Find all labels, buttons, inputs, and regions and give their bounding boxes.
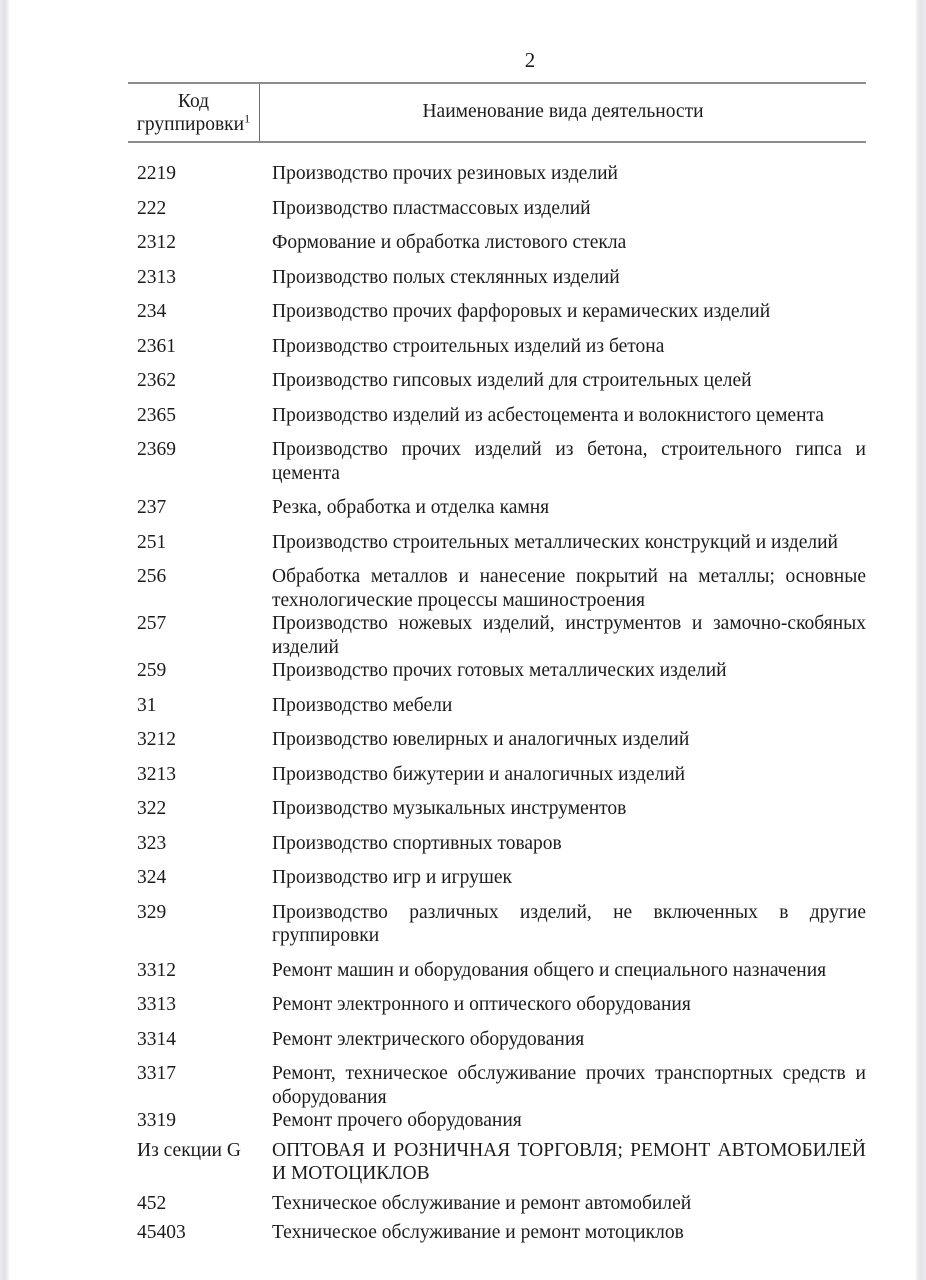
column-header-activity-name xyxy=(260,84,866,141)
code-cell: 2219 xyxy=(137,163,176,184)
table-row xyxy=(128,565,866,612)
table-row xyxy=(128,901,866,948)
activity-name-cell: Производство полых стеклянных изделий xyxy=(272,266,620,288)
table-row xyxy=(128,612,866,659)
code-cell: 2365 xyxy=(137,404,176,426)
page-number: 2 xyxy=(524,48,536,72)
table-row xyxy=(128,694,866,718)
table-row xyxy=(128,1028,866,1052)
code-cell: 3213 xyxy=(137,763,176,785)
code-cell: 45403 xyxy=(137,1222,186,1243)
activity-name-cell: Производство игр и игрушек xyxy=(272,867,512,888)
activity-name-cell: Производство прочих резиновых изделий xyxy=(272,163,618,184)
table-row xyxy=(128,369,866,393)
table-row xyxy=(128,162,866,186)
table-row xyxy=(128,959,866,983)
table-header-row xyxy=(128,82,866,143)
activity-name-cell: ОПТОВАЯ И РОЗНИЧНАЯ ТОРГОВЛЯ; РЕМОНТ АВТОМОБИЛЕЙ И МОТОЦИКЛОВ xyxy=(272,1139,866,1184)
code-cell: Из секции G xyxy=(137,1139,241,1161)
table-row xyxy=(128,797,866,821)
code-cell: 323 xyxy=(137,832,167,854)
column-header-activity-label: Наименование вида деятельности xyxy=(422,101,704,123)
activity-name-cell: Техническое обслуживание и ремонт автомобилей xyxy=(272,1192,692,1214)
code-cell: 452 xyxy=(137,1192,167,1214)
code-cell: 329 xyxy=(137,901,167,923)
activity-name-cell: Ремонт машин и оборудования общего и специального назначения xyxy=(272,959,827,981)
table-row xyxy=(128,1192,866,1216)
activity-name-cell: Производство ножевых изделий, инструментов и замочно-скобяных изделий xyxy=(272,613,866,658)
code-cell: 2313 xyxy=(137,266,176,288)
activity-name-cell: Производство мебели xyxy=(272,694,453,716)
activity-name-cell: Производство прочих готовых металлических изделий xyxy=(272,660,727,681)
table-body xyxy=(128,162,866,1245)
table-row xyxy=(128,266,866,290)
table-row xyxy=(128,404,866,428)
code-cell: 234 xyxy=(137,301,167,322)
code-cell: 2312 xyxy=(137,232,176,253)
activity-name-cell: Техническое обслуживание и ремонт мотоциклов xyxy=(272,1222,684,1243)
photo-edge-right xyxy=(915,0,926,1280)
activity-name-cell: Ремонт электрического оборудования xyxy=(272,1028,585,1050)
activity-name-cell: Производство изделий из асбестоцемента и волокнистого цемента xyxy=(272,404,824,426)
code-cell: 256 xyxy=(137,566,167,587)
activity-name-cell: Производство прочих фарфоровых и керамических изделий xyxy=(272,301,771,322)
code-cell: 3314 xyxy=(137,1028,176,1050)
code-cell: 3313 xyxy=(137,994,176,1015)
column-header-code-label: Код группировки xyxy=(136,91,245,135)
code-cell: 2361 xyxy=(137,335,176,357)
code-cell: 257 xyxy=(137,613,167,634)
activity-name-cell: Производство ювелирных и аналогичных изделий xyxy=(272,729,690,750)
table-row xyxy=(128,1109,866,1133)
activity-name-cell: Производство музыкальных инструментов xyxy=(272,798,627,819)
table-row xyxy=(128,197,866,221)
activity-name-cell: Производство различных изделий, не включенных в другие группировки xyxy=(272,901,866,946)
activity-name-cell: Производство строительных металлических конструкций и изделий xyxy=(272,531,838,553)
table-row xyxy=(128,231,866,255)
activity-name-cell: Ремонт электронного и оптического оборудования xyxy=(272,994,691,1015)
table-row xyxy=(128,1062,866,1109)
code-cell: 3312 xyxy=(137,959,176,981)
code-cell: 2369 xyxy=(137,439,176,460)
table-row xyxy=(128,496,866,520)
table-row xyxy=(128,335,866,359)
code-cell: 222 xyxy=(137,197,167,219)
code-cell: 2362 xyxy=(137,370,176,391)
activity-name-cell: Резка, обработка и отделка камня xyxy=(272,497,550,518)
activity-name-cell: Производство гипсовых изделий для строительных целей xyxy=(272,370,752,391)
activity-name-cell: Обработка металлов и нанесение покрытий на металлы; основные технологические процессы машиностроения xyxy=(272,566,866,611)
activity-codes-table xyxy=(128,82,866,1245)
table-row xyxy=(128,866,866,890)
activity-name-cell: Формование и обработка листового стекла xyxy=(272,232,627,253)
code-cell: 251 xyxy=(137,531,167,553)
photo-edge-left xyxy=(0,0,10,1280)
table-row xyxy=(128,531,866,555)
activity-name-cell: Производство прочих изделий из бетона, строительного гипса и цемента xyxy=(272,439,866,484)
table-row xyxy=(128,1221,866,1245)
table-row xyxy=(128,438,866,485)
code-cell: 259 xyxy=(137,660,167,681)
activity-name-cell: Ремонт, техническое обслуживание прочих транспортных средств и оборудования xyxy=(272,1063,866,1108)
table-row xyxy=(128,300,866,324)
activity-name-cell: Производство строительных изделий из бетона xyxy=(272,335,665,357)
activity-name-cell: Производство пластмассовых изделий xyxy=(272,197,591,219)
activity-name-cell: Ремонт прочего оборудования xyxy=(272,1110,522,1131)
table-row xyxy=(128,1139,866,1186)
table-row xyxy=(128,763,866,787)
code-cell: 3212 xyxy=(137,729,176,750)
table-row xyxy=(128,728,866,752)
column-header-code xyxy=(128,84,260,141)
activity-name-cell: Производство бижутерии и аналогичных изделий xyxy=(272,763,686,785)
table-row xyxy=(128,659,866,683)
table-row xyxy=(128,993,866,1017)
code-cell: 3317 xyxy=(137,1063,176,1084)
code-cell: 324 xyxy=(137,867,167,888)
code-cell: 237 xyxy=(137,497,167,518)
code-cell: 322 xyxy=(137,798,167,819)
code-cell: 3319 xyxy=(137,1110,176,1131)
activity-name-cell: Производство спортивных товаров xyxy=(272,832,562,854)
footnote-marker: 1 xyxy=(244,111,251,125)
table-row xyxy=(128,832,866,856)
code-cell: 31 xyxy=(137,694,157,716)
